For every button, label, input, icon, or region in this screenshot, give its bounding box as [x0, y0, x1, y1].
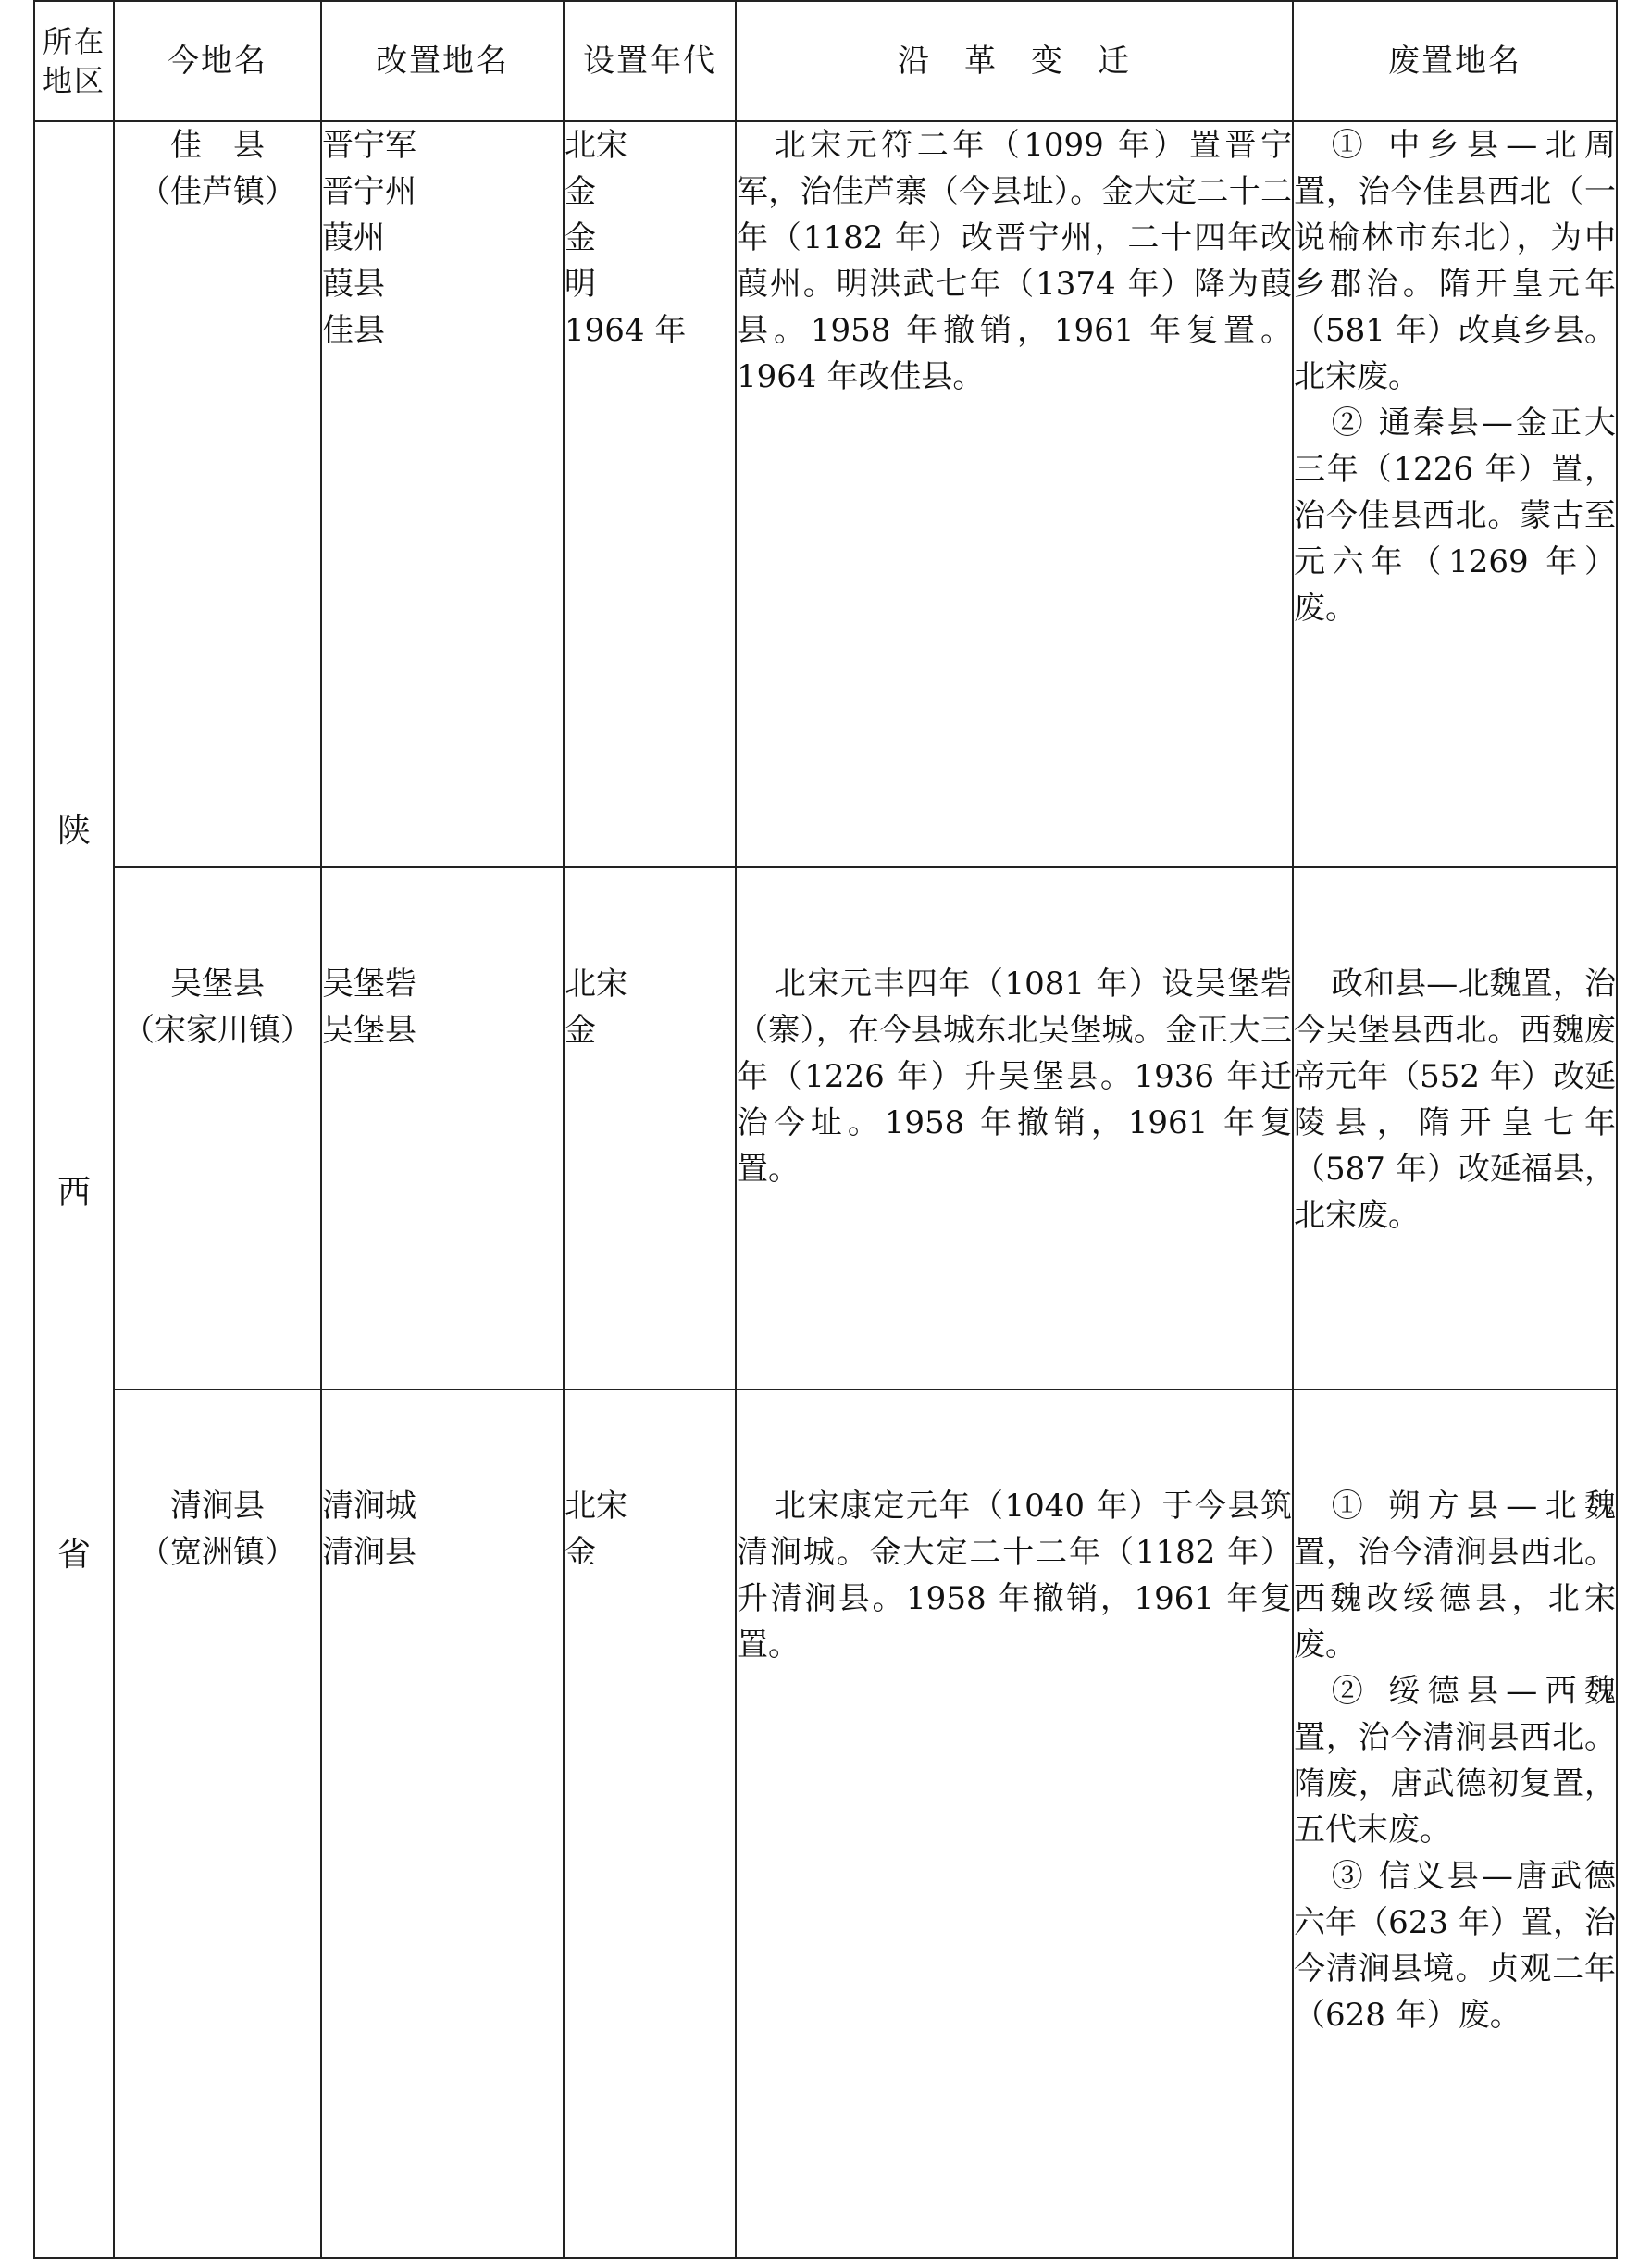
- header-region: 所在地区: [34, 1, 114, 121]
- header-renamed: 改置地名: [321, 1, 564, 121]
- renamed-cell: [321, 867, 564, 1389]
- modern-name-cell: [114, 121, 321, 867]
- renamed-name: 吴堡县: [322, 1012, 416, 1049]
- history-cell: [736, 1389, 1293, 2258]
- abolished-item: ① 朔方县—北魏置，治今清涧县西北。西魏改绥德县，北宋废。: [1294, 1488, 1616, 1664]
- history-cell: [736, 867, 1293, 1389]
- abolished-item: ② 绥德县—西魏置，治今清涧县西北。隋废，唐武德初复置，五代末废。: [1294, 1673, 1616, 1849]
- era-value: 北宋: [565, 966, 627, 1003]
- history-text: 北宋康定元年（1040 年）于今县筑清涧城。金大定二十二年（1182 年）升清涧县。1958 年撤销，1961 年复置。: [737, 1488, 1292, 1664]
- era-value: 明: [565, 266, 596, 303]
- renamed-name: 清涧城: [322, 1488, 416, 1525]
- modern-name: 佳 县: [170, 127, 265, 164]
- table-row: [34, 867, 1617, 1389]
- region-cell: [34, 121, 114, 2258]
- era-cell: [564, 1389, 736, 2258]
- region-char: 陕: [56, 811, 91, 850]
- abolished-cell: [1293, 867, 1617, 1389]
- renamed-name: 葭州: [322, 219, 385, 256]
- header-modern-name: 今地名: [114, 1, 321, 121]
- modern-name: 吴堡县: [170, 966, 265, 1003]
- header-abolished: 废置地名: [1293, 1, 1617, 121]
- table-row: [34, 121, 1617, 867]
- history-cell: [736, 121, 1293, 867]
- era-value: 金: [565, 1012, 596, 1049]
- renamed-name: 葭县: [322, 266, 385, 303]
- abolished-cell: [1293, 121, 1617, 867]
- era-value: 北宋: [565, 1488, 627, 1525]
- renamed-name: 清涧县: [322, 1534, 416, 1571]
- era-cell: [564, 121, 736, 867]
- era-value: 北宋: [565, 127, 627, 164]
- renamed-cell: [321, 121, 564, 867]
- gazetteer-table: [33, 0, 1618, 2259]
- modern-name: 清涧县: [170, 1488, 265, 1525]
- renamed-cell: [321, 1389, 564, 2258]
- abolished-cell: [1293, 1389, 1617, 2258]
- header-era: 设置年代: [564, 1, 736, 121]
- modern-seat: （宋家川镇）: [123, 1012, 312, 1049]
- era-cell: [564, 867, 736, 1389]
- header-row: [34, 1, 1617, 121]
- era-value: 金: [565, 1534, 596, 1571]
- modern-name-cell: [114, 1389, 321, 2258]
- abolished-item: ② 通秦县—金正大三年（1226 年）置，治今佳县西北。蒙古至元六年（1269 年）废。: [1294, 405, 1616, 627]
- era-value: 金: [565, 173, 596, 210]
- header-history: 沿 革 变 迁: [736, 1, 1293, 121]
- abolished-item: ③ 信义县—唐武德六年（623 年）置，治今清涧县境。贞观二年（628 年）废。: [1294, 1858, 1616, 2034]
- table-row: [34, 1389, 1617, 2258]
- history-text: 北宋元符二年（1099 年）置晋宁军，治佳芦寨（今县址）。金大定二十二年（1182 年）改晋宁州，二十四年改葭州。明洪武七年（1374 年）降为葭县。1958 年撤销，1961 年复置。1964 年改佳县。: [737, 127, 1292, 395]
- era-value: 金: [565, 219, 596, 256]
- renamed-name: 吴堡砦: [322, 966, 416, 1003]
- modern-seat: （佳芦镇）: [139, 173, 296, 210]
- region-char: 省: [56, 1535, 91, 1574]
- history-text: 北宋元丰四年（1081 年）设吴堡砦（寨），在今县城东北吴堡城。金正大三年（1226 年）升吴堡县。1936 年迁治今址。1958 年撤销，1961 年复置。: [737, 966, 1292, 1188]
- renamed-name: 晋宁州: [322, 173, 416, 210]
- modern-seat: （宽洲镇）: [139, 1534, 296, 1571]
- era-value: 1964 年: [565, 312, 687, 349]
- abolished-item: ① 中乡县—北周置，治今佳县西北（一说榆林市东北），为中乡郡治。隋开皇元年（581 年）改真乡县。北宋废。: [1294, 127, 1616, 395]
- modern-name-cell: [114, 867, 321, 1389]
- renamed-name: 佳县: [322, 312, 385, 349]
- renamed-name: 晋宁军: [322, 127, 416, 164]
- region-char: 西: [56, 1173, 91, 1212]
- abolished-item: 政和县—北魏置，治今吴堡县西北。西魏废帝元年（552 年）改延陵县，隋开皇七年（587 年）改延福县，北宋废。: [1294, 966, 1616, 1234]
